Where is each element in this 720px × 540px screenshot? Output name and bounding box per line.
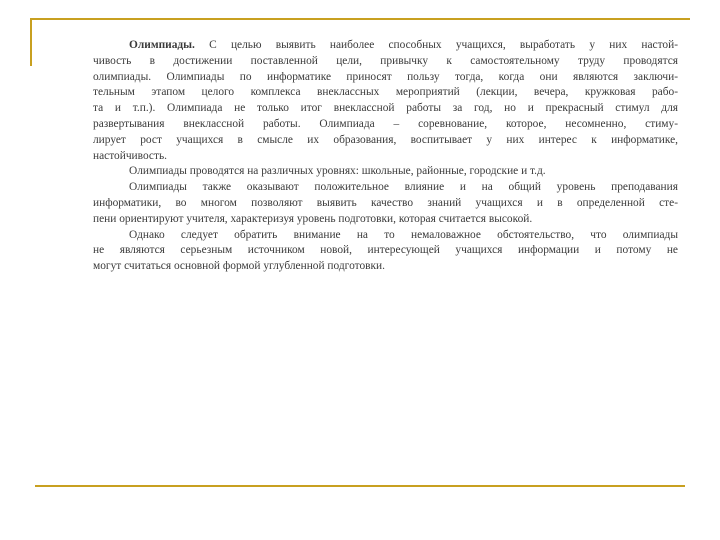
lead-term: Олимпиады. — [129, 39, 195, 51]
paragraph-olympiads-intro — [93, 38, 678, 164]
top-rule — [30, 18, 690, 20]
bottom-rule — [35, 485, 685, 487]
text-line: Олимпиады проводятся на различных уровнях: школьные, районные, городские и т.д. — [129, 165, 546, 178]
text-line: могут считаться основной формой углубленной подготовки. — [93, 260, 385, 273]
text-line: Однако следует обратить внимание на то немаловажное обстоятельство, что олимпиады — [129, 228, 678, 241]
paragraph-olympiad-influence — [93, 180, 678, 227]
text-line: олимпиады. Олимпиады по информатике приносят пользу тогда, когда они являются заключи- — [93, 70, 678, 83]
text-line: Олимпиады также оказывают положительное влияние и на общий уровень преподавания — [129, 181, 678, 194]
text-line: развертывания внеклассной работы. Олимпиада – соревнование, которое, несомненно, стиму- — [93, 117, 678, 130]
left-rule — [30, 18, 32, 66]
text-line: та и т.п.). Олимпиада не только итог внеклассной работы за год, но и прекрасный стимул для — [93, 102, 678, 115]
text-line: пени ориентируют учителя, характеризуя уровень подготовки, которая считается высокой. — [93, 212, 533, 225]
document-body — [93, 38, 678, 275]
text-line: Олимпиады. С целью выявить наиболее способных учащихся, выработать у них настой- — [129, 39, 678, 51]
text-line: лирует рост учащихся в смысле их образования, воспитывает у них интерес к информатике, — [93, 133, 678, 146]
text-line: настойчивость. — [93, 149, 168, 162]
text-line: чивость в достижении поставленной цели, привычку к самостоятельному труду проводятся — [93, 54, 678, 67]
text-line: не являются серьезным источником новой, интересующей учащихся информации и потому не — [93, 244, 678, 257]
text-line: тельным этапом целого комплекса внеклассных мероприятий (лекции, вечера, кружковая рабо- — [93, 86, 678, 99]
text-line: информатики, во многом позволяют выявить качество знаний учащихся и в определенной сте- — [93, 196, 678, 209]
paragraph-olympiad-caveat — [93, 228, 678, 275]
paragraph-olympiad-levels — [93, 164, 678, 180]
